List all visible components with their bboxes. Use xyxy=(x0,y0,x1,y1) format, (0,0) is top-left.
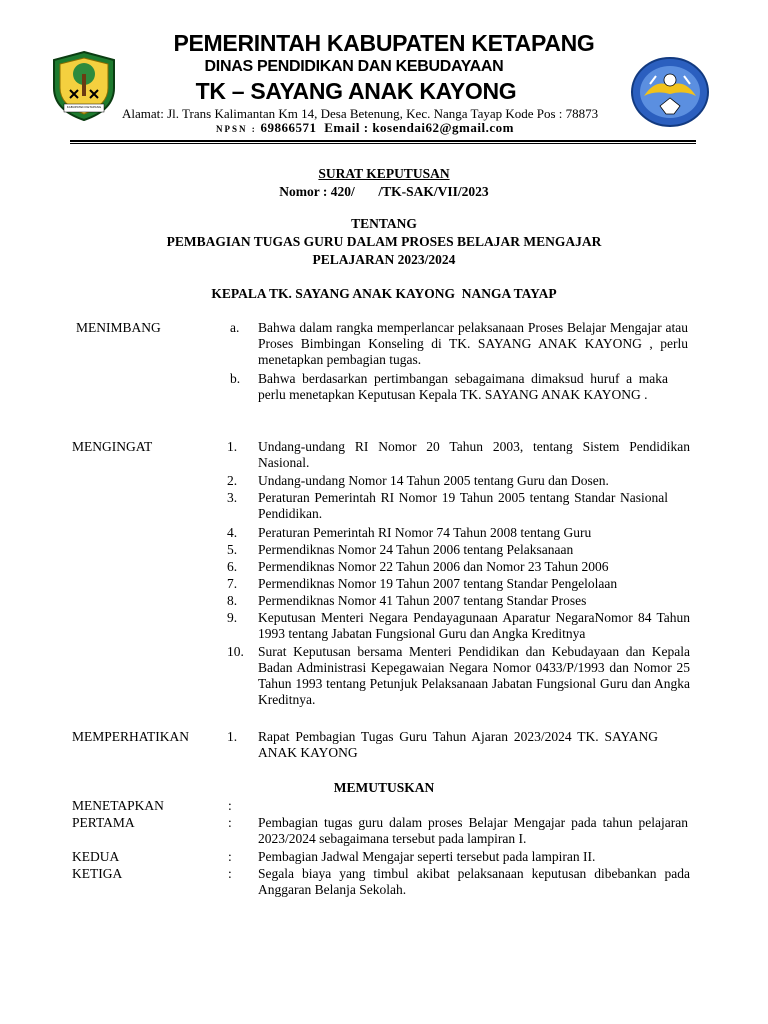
memutuskan-heading: MEMUTUSKAN xyxy=(333,780,435,795)
decree-subject-line1: PEMBAGIAN TUGAS GURU DALAM PROSES BELAJAR MENGAJAR xyxy=(166,234,602,249)
item-text: Rapat Pembagian Tugas Guru Tahun Ajaran 2023/2024 TK. SAYANG ANAK KAYONG xyxy=(258,729,658,760)
item-number: 10. xyxy=(227,644,244,659)
decision-colon: : xyxy=(228,815,232,830)
item-text: Bahwa berdasarkan pertimbangan sebagaimana dimaksud huruf a maka perlu menetapkan Keputusan Kepala TK. SAYANG ANAK KAYONG . xyxy=(258,371,668,402)
item-number: 4. xyxy=(227,525,238,540)
section-label: MEMPERHATIKAN xyxy=(72,729,190,744)
decree-subject-line2: PELAJARAN 2023/2024 xyxy=(312,252,456,267)
npsn-value: 69866571 xyxy=(260,120,317,135)
item-text: Permendiknas Nomor 24 Tahun 2006 tentang Pelaksanaan xyxy=(258,542,574,557)
letterhead-npsn-email xyxy=(216,120,514,136)
section-label: MENIMBANG xyxy=(76,320,161,335)
item-text: Keputusan Menteri Negara Pendayagunaan Aparatur NegaraNomor 84 Tahun 1993 tentang Jabatan Fungsional Guru dan Angka Kreditnya xyxy=(258,610,690,641)
decision-label: MENETAPKAN xyxy=(72,798,164,813)
item-number: a. xyxy=(230,320,240,335)
email-value: kosendai62@gmail.com xyxy=(372,120,514,135)
decision-colon: : xyxy=(228,798,232,813)
section-label: MENGINGAT xyxy=(72,439,153,454)
item-number: 3. xyxy=(227,490,238,505)
item-text: Undang-undang RI Nomor 20 Tahun 2003, tentang Sistem Pendidikan Nasional. xyxy=(258,439,690,470)
npsn-label: NPSN : xyxy=(216,124,257,134)
decision-colon: : xyxy=(228,849,232,864)
decision-label: KEDUA xyxy=(72,849,120,864)
decision-colon: : xyxy=(228,866,232,881)
letterhead-divider-thin xyxy=(70,143,696,144)
decision-label: KETIGA xyxy=(72,866,123,881)
decision-text: Pembagian tugas guru dalam proses Belajar Mengajar pada tahun pelajaran 2023/2024 sebagaimana tersebut pada lampiran I. xyxy=(258,815,688,846)
item-text: Permendiknas Nomor 22 Tahun 2006 dan Nomor 23 Tahun 2006 xyxy=(258,559,609,574)
decision-text: Segala biaya yang timbul akibat pelaksanaan keputusan dibebankan pada Anggaran Belanja Sekolah. xyxy=(258,866,690,897)
decree-issuer: KEPALA TK. SAYANG ANAK KAYONG NANGA TAYAP xyxy=(211,286,557,301)
letterhead-divider xyxy=(70,140,696,142)
item-number: 7. xyxy=(227,576,238,591)
item-text: Undang-undang Nomor 14 Tahun 2005 tentang Guru dan Dosen. xyxy=(258,473,609,488)
decision-label: PERTAMA xyxy=(72,815,135,830)
item-text: Peraturan Pemerintah RI Nomor 74 Tahun 2008 tentang Guru xyxy=(258,525,592,540)
item-text: Peraturan Pemerintah RI Nomor 19 Tahun 2005 tentang Standar Nasional Pendidikan. xyxy=(258,490,668,521)
decree-tentang: TENTANG xyxy=(351,216,417,231)
email-label: Email : xyxy=(324,120,369,135)
item-number: 8. xyxy=(227,593,238,608)
item-number: 1. xyxy=(227,729,238,744)
item-number: 5. xyxy=(227,542,238,557)
item-text: Bahwa dalam rangka memperlancar pelaksanaan Proses Belajar Mengajar atau Proses Bimbingan Konseling di TK. SAYANG ANAK KAYONG , perlu menetapkan pembagian tugas. xyxy=(258,320,688,367)
item-number: 2. xyxy=(227,473,238,488)
item-number: 9. xyxy=(227,610,238,625)
item-number: 1. xyxy=(227,439,238,454)
decree-heading: SURAT KEPUTUSAN xyxy=(318,166,450,181)
item-number: 6. xyxy=(227,559,238,574)
logo-left-text: KABUPATEN KETAPANG xyxy=(66,105,102,109)
letterhead-school-name: TK – SAYANG ANAK KAYONG xyxy=(195,78,517,104)
decree-number: Nomor : 420/ /TK-SAK/VII/2023 xyxy=(279,184,489,199)
item-text: Permendiknas Nomor 19 Tahun 2007 tentang Standar Pengelolaan xyxy=(258,576,618,591)
letterhead-address: Alamat: Jl. Trans Kalimantan Km 14, Desa Betenung, Kec. Nanga Tayap Kode Pos : 78873 xyxy=(122,106,599,121)
item-text: Permendiknas Nomor 41 Tahun 2007 tentang Standar Proses xyxy=(258,593,587,608)
letterhead-government: PEMERINTAH KABUPATEN KETAPANG xyxy=(173,30,595,56)
letterhead-department: DINAS PENDIDIKAN DAN KEBUDAYAAN xyxy=(204,58,504,75)
item-number: b. xyxy=(230,371,241,386)
item-text: Surat Keputusan bersama Menteri Pendidikan dan Kebudayaan dan Kepala Badan Administrasi Kepegawaian Negara Nomor 0433/P/1993 dan Nomor 25 Tahun 1993 tentang Petunjuk Pelaksanaan Jabatan Fungsional Guru dan Angka Kreditnya. xyxy=(258,644,690,707)
decision-text: Pembagian Jadwal Mengajar seperti tersebut pada lampiran II. xyxy=(258,849,596,864)
